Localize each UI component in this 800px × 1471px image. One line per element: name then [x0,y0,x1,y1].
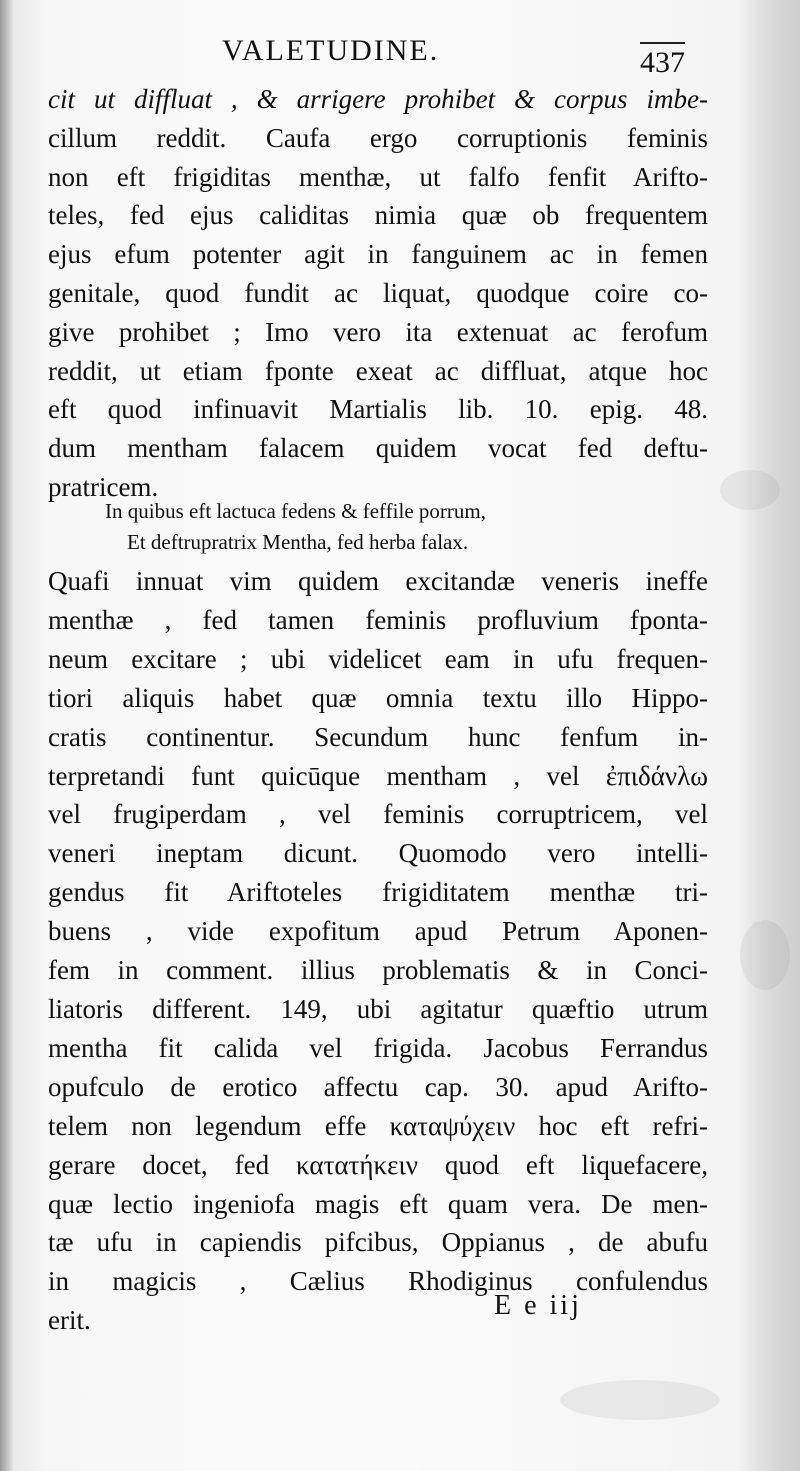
signature-mark: E e iij [494,1290,582,1321]
text-line: erit. [48,1305,91,1336]
text-line: give prohibet ; Imo vero ita extenuat ac ferofum [48,316,708,347]
text-line: opufculo de erotico affectu cap. 30. apud Arifto- [48,1071,708,1102]
text-line: liatoris different. 149, ubi agitatur quæftio utrum [48,993,708,1024]
text-line: Quafi innuat vim quidem excitandæ veneris ineffe [48,566,708,596]
verse-line: Et deftrupratrix Mentha, fed herba falax. [127,530,469,554]
text-line: gendus fit Ariftoteles frigiditatem menthæ tri- [48,877,708,908]
verse-quotation [105,496,665,558]
text-line: fem in comment. illius problematis & in Conci- [48,955,708,986]
paragraph-1 [48,80,708,507]
text-line: in magicis , Cælius Rhodiginus confulendus [48,1266,708,1297]
text-line: genitale, quod fundit ac liquat, quodque coire co- [48,277,708,308]
text-line: teles, fed ejus caliditas nimia quæ ob frequentem [48,200,708,231]
text-line: pratricem. [48,471,159,502]
paragraph-2 [48,562,708,1340]
text-line: terpretandi funt quicūque mentham , vel ἐπιδάνλω [48,760,708,791]
show-through-smudge [560,1380,720,1420]
running-head: VALETUDINE. [222,34,440,67]
text-line: mentha fit calida vel frigida. Jacobus Ferrandus [48,1032,708,1063]
text-line: eft quod infinuavit Martialis lib. 10. epig. 48. [48,394,708,425]
show-through-smudge [740,920,790,990]
text-line: reddit, ut etiam fponte exeat ac diffluat, atque hoc [48,355,708,386]
text-line: cratis continentur. Secundum hunc fenfum in- [48,721,708,752]
verse-line: In quibus eft lactuca fedens & feffile porrum, [105,499,486,523]
text-line: cit ut diffluat , & arrigere prohibet & corpus imbe- [48,84,708,114]
text-line: cillum reddit. Caufa ergo corruptionis feminis [48,122,708,153]
text-line: telem non legendum effe καταψύχειν hoc eft refri- [48,1110,708,1141]
text-line: ejus efum potenter agit in fanguinem ac in femen [48,239,708,270]
text-line: dum mentham falacem quidem vocat fed deftu- [48,433,708,464]
page-number: 437 [640,42,685,80]
text-line: buens , vide expofitum apud Petrum Aponen- [48,916,708,947]
text-line: veneri ineptam dicunt. Quomodo vero intelli- [48,838,708,869]
text-line: tiori aliquis habet quæ omnia textu illo Hippo- [48,682,708,713]
text-line: vel frugiperdam , vel feminis corruptricem, vel [48,799,708,830]
text-line: menthæ , fed tamen feminis profluvium fponta- [48,604,708,635]
text-line: gerare docet, fed κατατήκειν quod eft liquefacere, [48,1149,708,1180]
text-line: non eft frigiditas menthæ, ut falfo fenfit Arifto- [48,161,708,192]
text-line: tæ ufu in capiendis pifcibus, Oppianus , de abufu [48,1227,708,1258]
text-line: quæ lectio ingeniofa magis eft quam vera. De men- [48,1188,708,1219]
text-line: neum excitare ; ubi videlicet eam in ufu frequen- [48,643,708,674]
gutter-shadow [0,0,14,1471]
page-edge-shadow [740,0,800,1471]
show-through-smudge [720,470,780,510]
